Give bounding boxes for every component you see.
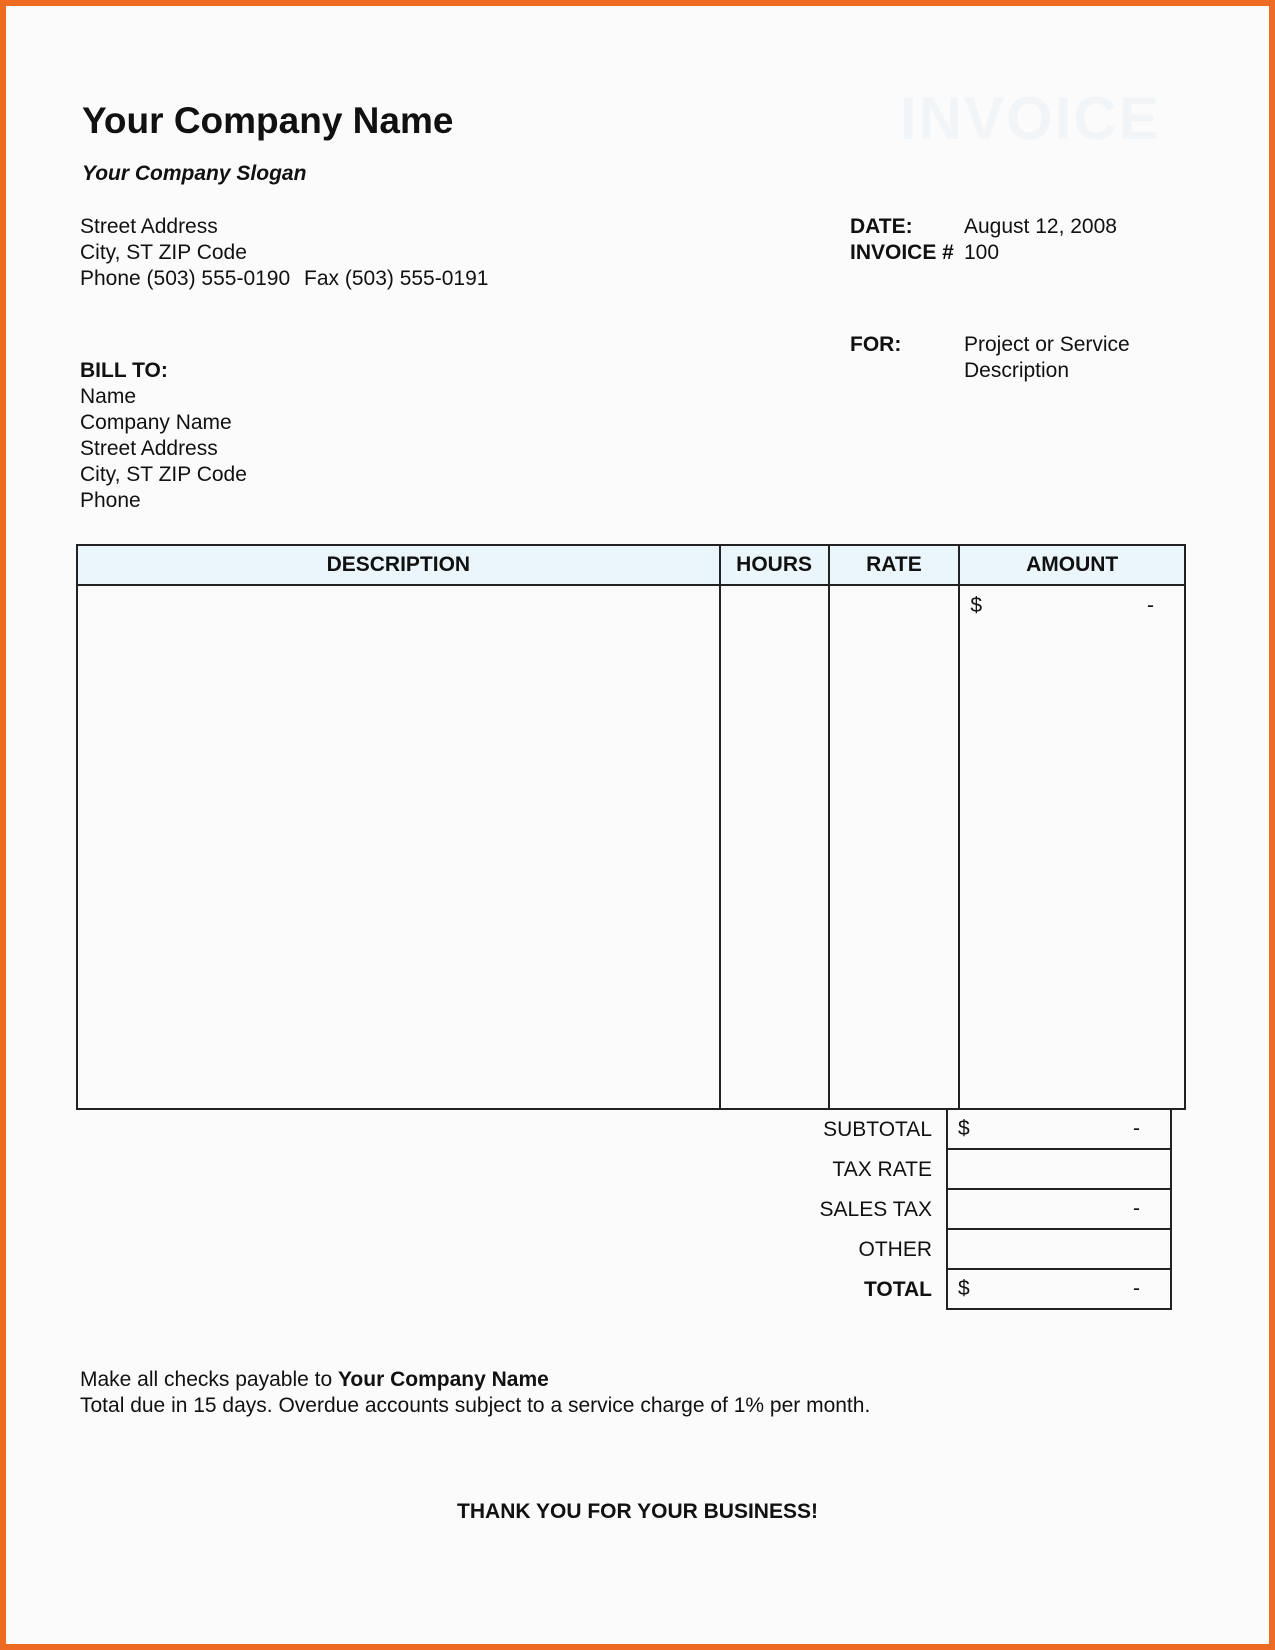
subtotal-label: SUBTOTAL xyxy=(823,1118,932,1141)
total-label: TOTAL xyxy=(863,1278,932,1301)
bill-to-name: Name xyxy=(80,385,137,408)
date-label: DATE: xyxy=(850,215,913,238)
thank-you-message: THANK YOU FOR YOUR BUSINESS! xyxy=(457,1500,818,1523)
sales-tax-row xyxy=(760,1190,1186,1230)
table-row xyxy=(77,585,1185,1109)
tax-rate-row xyxy=(760,1150,1186,1190)
total-box[interactable] xyxy=(946,1270,1172,1310)
sales-tax-value: - xyxy=(1133,1197,1140,1220)
payable-line xyxy=(80,1368,549,1392)
other-label: OTHER xyxy=(858,1238,932,1261)
bill-to-city: City, ST ZIP Code xyxy=(80,463,247,486)
subtotal-row xyxy=(760,1110,1186,1150)
payable-company-name: Your Company Name xyxy=(337,1368,549,1391)
line-items-table xyxy=(76,544,1186,1110)
sender-city: City, ST ZIP Code xyxy=(80,241,247,264)
invoice-watermark: INVOICE xyxy=(900,85,1161,152)
subtotal-value: - xyxy=(1133,1117,1140,1140)
amount-currency: $ xyxy=(970,594,983,617)
table-header-row xyxy=(77,545,1185,585)
amount-value: - xyxy=(1147,594,1154,617)
amount-header: AMOUNT xyxy=(959,545,1185,585)
date-value: August 12, 2008 xyxy=(964,215,1117,238)
hours-header: HOURS xyxy=(720,545,829,585)
sender-fax: Fax (503) 555-0191 xyxy=(304,267,489,290)
sales-tax-label: SALES TAX xyxy=(819,1198,932,1221)
total-row xyxy=(760,1270,1186,1310)
tax-rate-box[interactable] xyxy=(946,1150,1172,1190)
payable-prefix: Make all checks payable to xyxy=(80,1368,338,1391)
other-box[interactable] xyxy=(946,1230,1172,1270)
other-row xyxy=(760,1230,1186,1270)
company-name: Your Company Name xyxy=(82,100,454,141)
sender-phone: Phone (503) 555-0190 xyxy=(80,267,291,290)
for-label: FOR: xyxy=(850,333,902,356)
bill-to-phone: Phone xyxy=(80,489,141,512)
tax-rate-label: TAX RATE xyxy=(832,1158,932,1181)
for-value-line-1: Project or Service xyxy=(964,333,1130,356)
total-currency: $ xyxy=(958,1277,970,1300)
sender-street: Street Address xyxy=(80,215,218,238)
subtotal-box[interactable] xyxy=(946,1110,1172,1150)
bill-to-company: Company Name xyxy=(80,411,232,434)
description-header: DESCRIPTION xyxy=(77,545,720,585)
bill-to-street: Street Address xyxy=(80,437,218,460)
sales-tax-box[interactable] xyxy=(946,1190,1172,1230)
totals-block xyxy=(760,1110,1186,1310)
invoice-number-value: 100 xyxy=(964,241,1000,264)
invoice-number-label: INVOICE # xyxy=(850,241,954,264)
hours-cell[interactable] xyxy=(720,585,829,1109)
rate-cell[interactable] xyxy=(829,585,960,1109)
bill-to-label: BILL TO: xyxy=(80,359,168,382)
rate-header: RATE xyxy=(829,545,960,585)
for-value-line-2: Description xyxy=(964,359,1070,382)
company-slogan: Your Company Slogan xyxy=(82,162,307,185)
subtotal-currency: $ xyxy=(958,1117,970,1140)
total-value: - xyxy=(1133,1277,1140,1300)
description-cell[interactable] xyxy=(77,585,720,1109)
payment-terms: Total due in 15 days. Overdue accounts subject to a service charge of 1% per month. xyxy=(80,1394,871,1417)
amount-cell[interactable] xyxy=(959,585,1185,1109)
